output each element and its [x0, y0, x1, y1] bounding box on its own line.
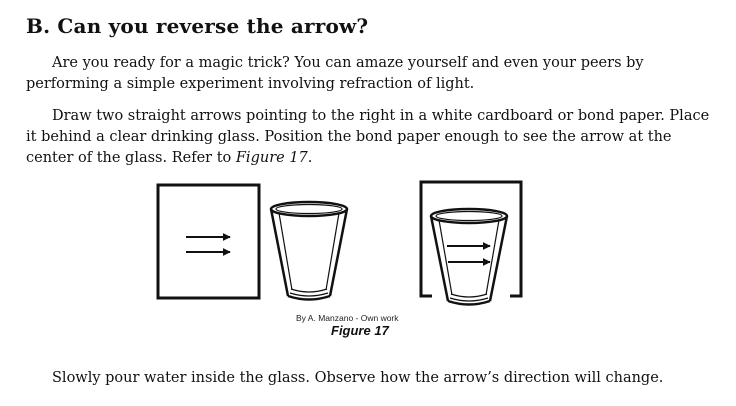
instructions-paragraph: [26, 106, 710, 169]
paper-card-left: [158, 185, 259, 298]
section-heading: B. Can you reverse the arrow?: [26, 14, 369, 38]
closing-paragraph: Slowly pour water inside the glass. Observe how the arrow’s direction will change.: [52, 370, 664, 386]
paper-with-arrows: [158, 185, 259, 298]
instructions-end: .: [307, 150, 313, 166]
paper-behind-glass: [421, 182, 521, 305]
instructions-text: Draw two straight arrows pointing to the right in a white cardboard or bond paper. Place it behind a clear drinking glass. Position the bond paper enough to see the arrow at the center of the glass. Refer to: [26, 108, 710, 166]
empty-glass: [271, 202, 347, 300]
figure-reference: Figure 17: [235, 150, 308, 166]
figure-caption: Figure 17: [331, 323, 389, 338]
intro-paragraph: Are you ready for a magic trick? You can amaze yourself and even your peers by performing a simple experiment involving refraction of light.: [26, 55, 644, 92]
figure-credit: By A. Manzano - Own work: [296, 313, 399, 323]
